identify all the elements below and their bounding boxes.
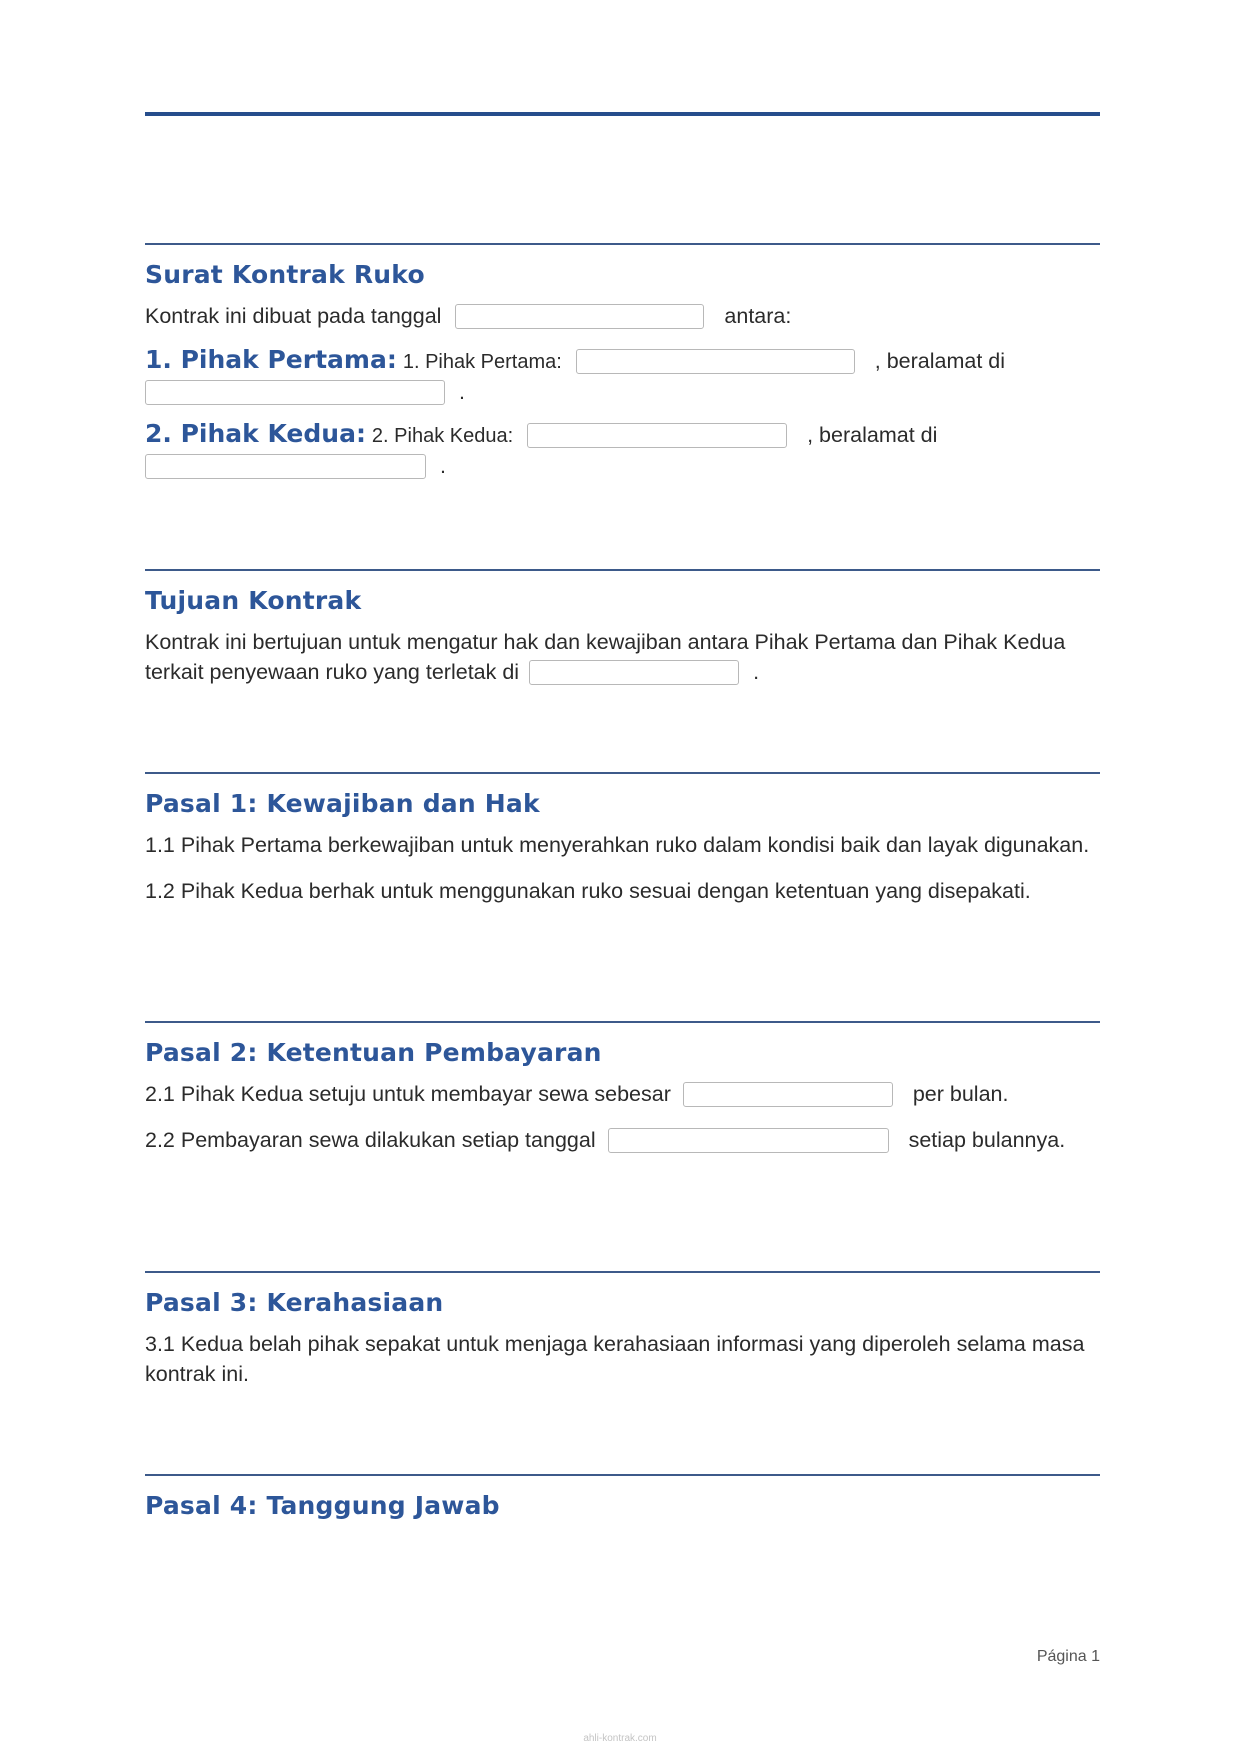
section-pasal-3: [145, 1271, 1100, 1389]
party2-end: .: [440, 454, 446, 478]
intro-text: Kontrak ini dibuat pada tanggal: [145, 304, 442, 328]
date-field[interactable]: [455, 304, 704, 329]
pasal2-clause-2-suffix: setiap bulannya.: [908, 1128, 1066, 1152]
purpose-text: Kontrak ini bertujuan untuk mengatur hak dan kewajiban antara Pihak Pertama dan Pihak Kedua terkait penyewaan ruko yang terletak di: [145, 630, 1066, 684]
purpose-title: Tujuan Kontrak: [145, 586, 362, 615]
party2-inline-label: 2. Pihak Kedua:: [371, 425, 514, 447]
payment-date-field[interactable]: [608, 1128, 889, 1153]
pasal1-clause-1: 1.1 Pihak Pertama berkewajiban untuk menyerahkan ruko dalam kondisi baik dan layak digunakan.: [145, 833, 1090, 857]
party2-paragraph: [145, 419, 1100, 481]
party2-name-field[interactable]: [527, 423, 787, 448]
purpose-end: .: [753, 660, 760, 684]
section-divider: [145, 569, 1100, 571]
pasal3-title: Pasal 3: Kerahasiaan: [145, 1288, 444, 1317]
pasal2-clause-2: [145, 1125, 1100, 1155]
purpose-paragraph: [145, 627, 1100, 687]
section-purpose: [145, 569, 1100, 687]
section-contract-intro: [145, 243, 1100, 481]
section-divider: [145, 243, 1100, 245]
pasal2-title: Pasal 2: Ketentuan Pembayaran: [145, 1038, 602, 1067]
party1-paragraph: [145, 345, 1100, 407]
section-pasal-1: [145, 772, 1100, 906]
pasal2-clause-1-suffix: per bulan.: [912, 1082, 1009, 1106]
pasal2-clause-1-text: 2.1 Pihak Kedua setuju untuk membayar sewa sebesar: [145, 1082, 671, 1106]
header-rule: [145, 112, 1100, 116]
watermark: ahli-kontrak.com: [583, 1733, 657, 1744]
pasal2-clause-2-text: 2.2 Pembayaran sewa dilakukan setiap tanggal: [145, 1128, 596, 1152]
pasal3-clause-1: 3.1 Kedua belah pihak sepakat untuk menjaga kerahasiaan informasi yang diperoleh selama masa kontrak ini.: [145, 1332, 1085, 1386]
party1-address-field[interactable]: [145, 380, 445, 405]
location-field[interactable]: [529, 660, 739, 685]
party1-end: .: [459, 380, 465, 404]
section-divider: [145, 1271, 1100, 1273]
pasal1-title: Pasal 1: Kewajiban dan Hak: [145, 789, 540, 818]
party1-label: 1. Pihak Pertama:: [145, 345, 397, 374]
document-title: Surat Kontrak Ruko: [145, 260, 425, 289]
party1-address-text: , beralamat di: [874, 349, 1006, 373]
pasal1-clause-2: 1.2 Pihak Kedua berhak untuk menggunakan ruko sesuai dengan ketentuan yang disepakati.: [145, 879, 1031, 903]
party2-label: 2. Pihak Kedua:: [145, 419, 366, 448]
section-pasal-2: [145, 1021, 1100, 1155]
party1-name-field[interactable]: [576, 349, 855, 374]
party2-address-field[interactable]: [145, 454, 426, 479]
pasal4-title: Pasal 4: Tanggung Jawab: [145, 1491, 500, 1520]
section-divider: [145, 1021, 1100, 1023]
section-pasal-4: [145, 1474, 1100, 1522]
intro-suffix: antara:: [724, 304, 792, 328]
section-divider: [145, 1474, 1100, 1476]
party2-address-text: , beralamat di: [807, 423, 938, 447]
rent-amount-field[interactable]: [683, 1082, 893, 1107]
pasal2-clause-1: [145, 1079, 1100, 1109]
page-number: Página 1: [1036, 1648, 1100, 1665]
intro-paragraph: [145, 301, 1100, 331]
section-divider: [145, 772, 1100, 774]
party1-inline-label: 1. Pihak Pertama:: [402, 351, 562, 373]
